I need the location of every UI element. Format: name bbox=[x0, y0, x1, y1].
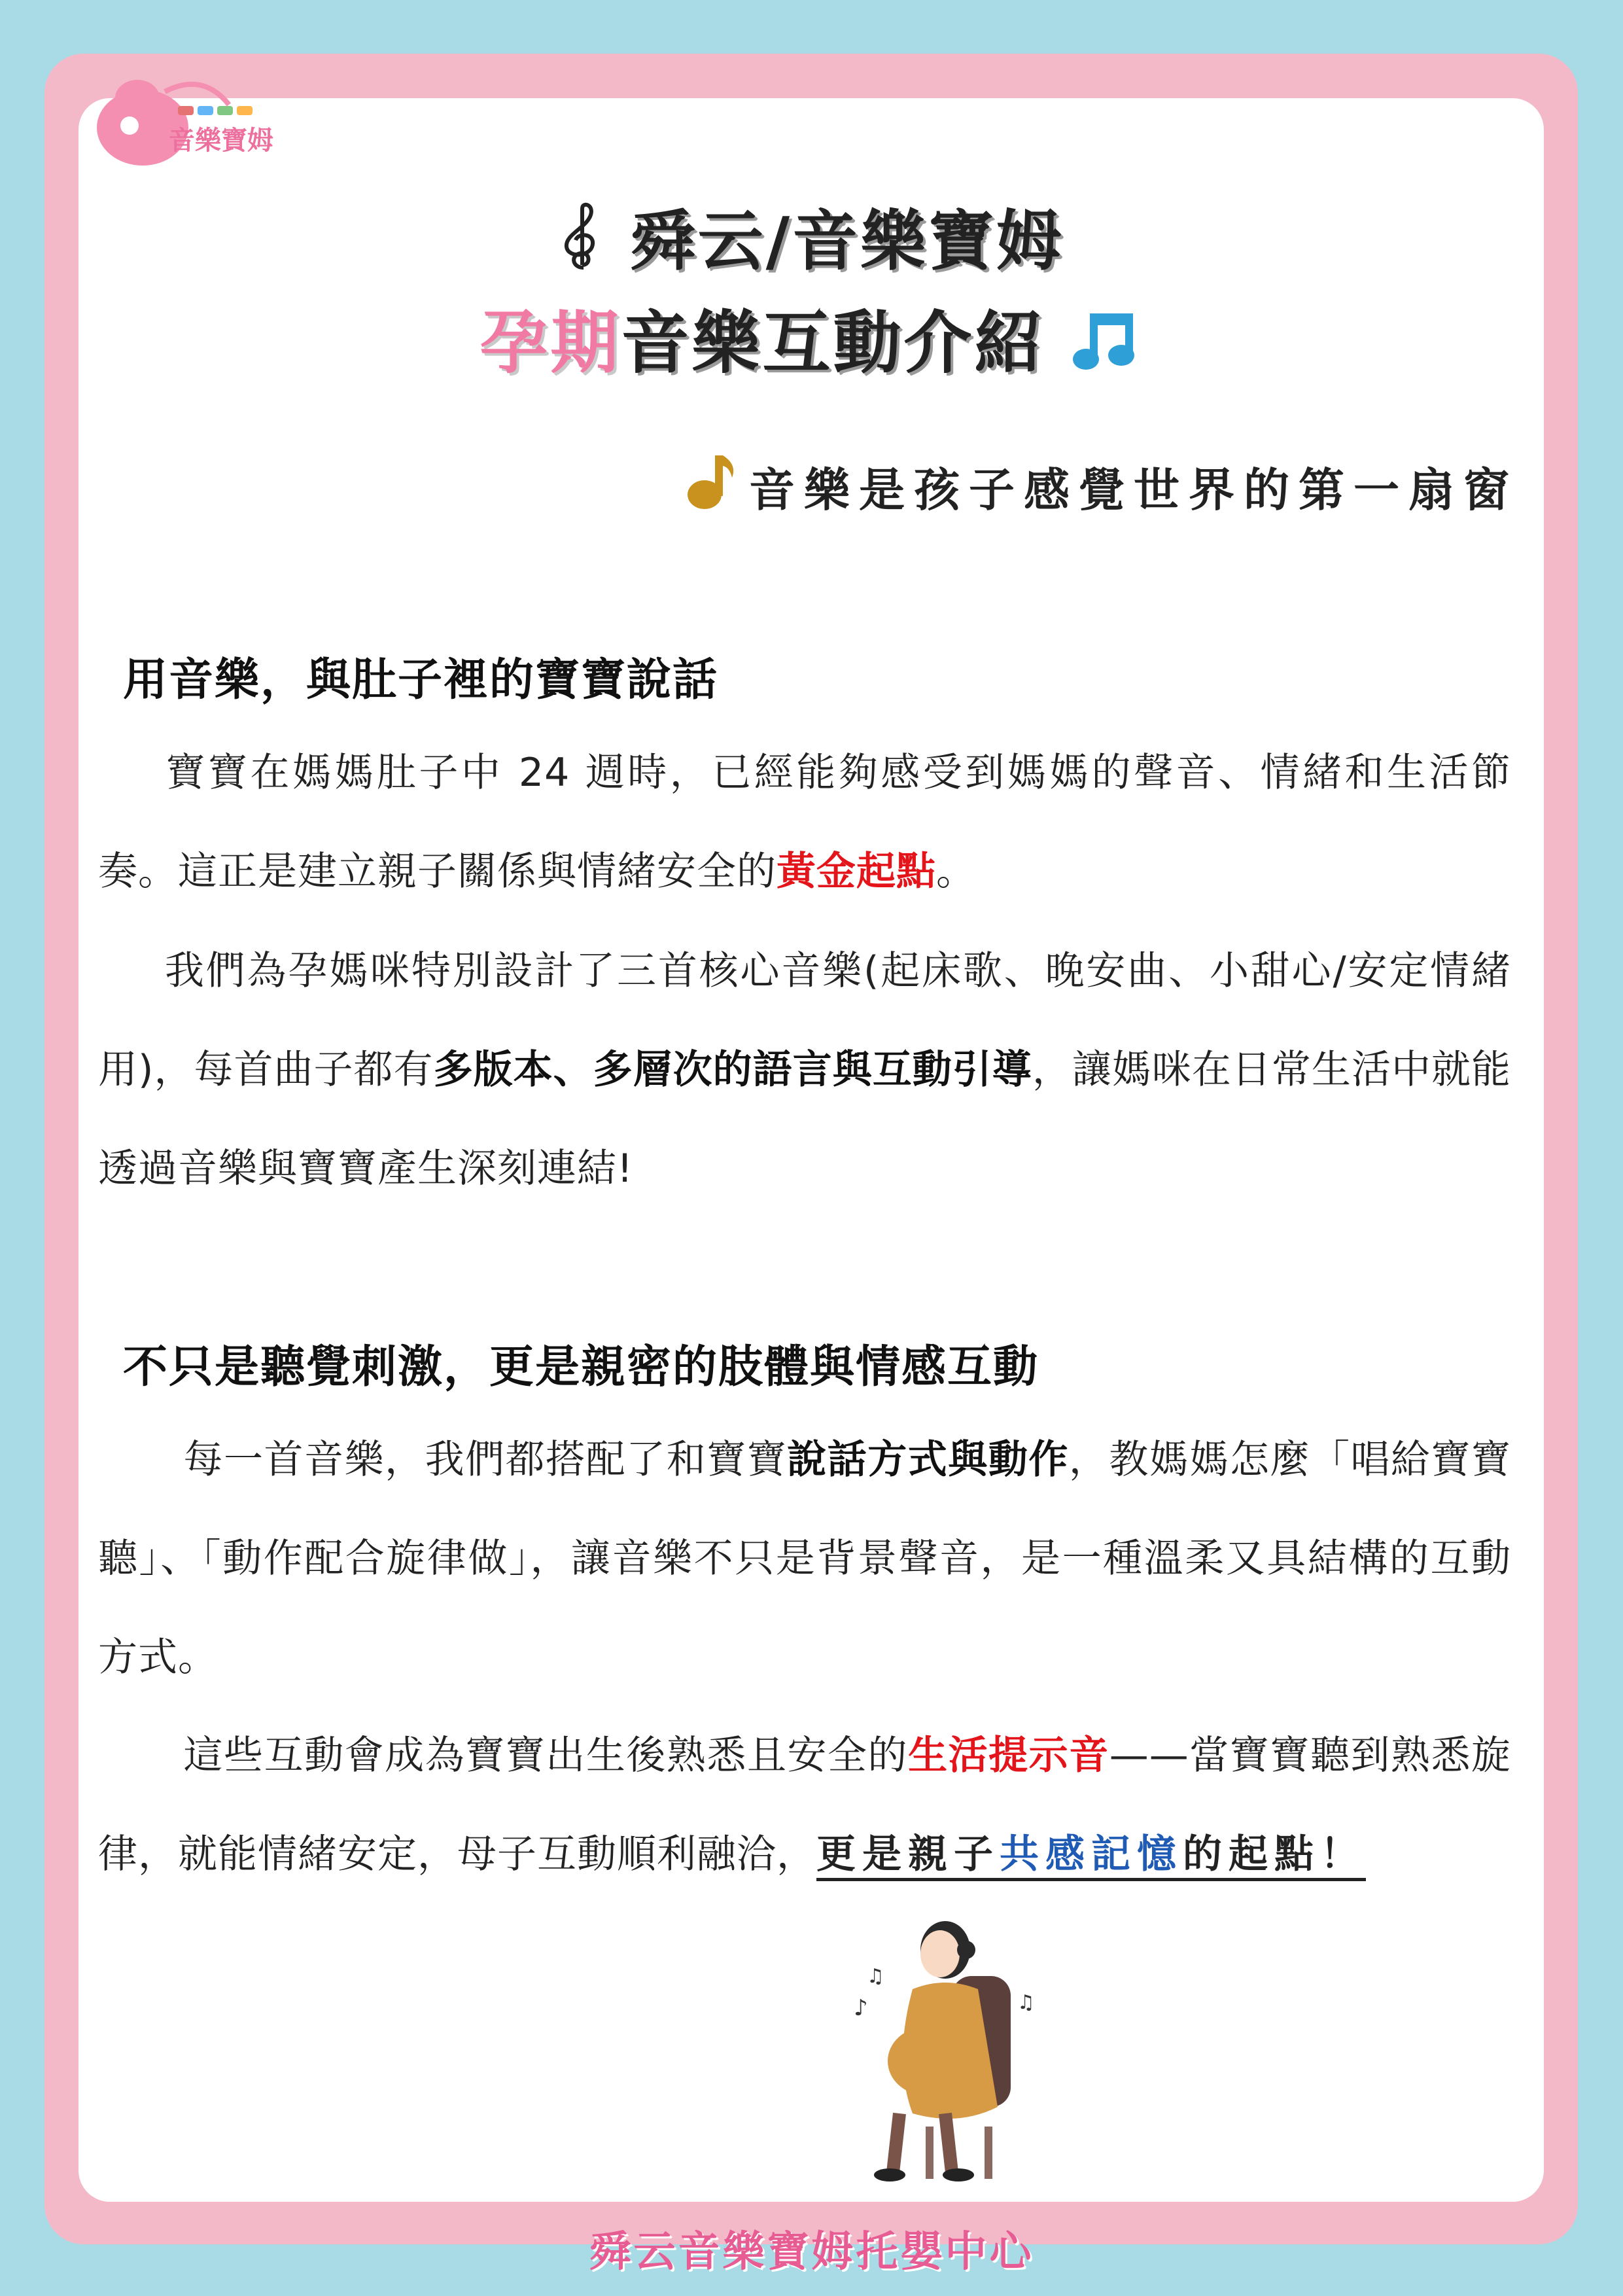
footer-center-name: 舜云音樂寶姆托嬰中心 bbox=[589, 2228, 1034, 2276]
closing-emphasis: 更是親子共感記憶的起點！ bbox=[816, 1831, 1366, 1877]
title-pink-word: 孕期 bbox=[480, 303, 621, 383]
page-subtitle-title bbox=[0, 288, 1623, 389]
logo bbox=[92, 65, 294, 177]
highlight-golden-start: 黃金起點 bbox=[777, 849, 936, 894]
section1-paragraph1: 寶寶在媽媽肚子中 24 週時，已經能夠感受到媽媽的聲音、情緒和生活節奏。這正是建立親子關係與情緒安全的黃金起點。 bbox=[98, 750, 1511, 894]
section1-heading: 用音樂，與肚子裡的寶寶說話 bbox=[123, 654, 719, 706]
svg-text:♪: ♪ bbox=[854, 1995, 868, 2021]
section2-paragraph1: 每一首音樂，我們都搭配了和寶寶說話方式與動作，教媽媽怎麼「唱給寶寶聽」、「動作配合旋律做」，讓音樂不只是背景聲音，是一種溫柔又具結構的互動方式。 bbox=[98, 1437, 1512, 1680]
svg-text:音樂寶姆: 音樂寶姆 bbox=[169, 126, 273, 156]
svg-text:♫: ♫ bbox=[1017, 1991, 1035, 2014]
page-title bbox=[0, 188, 1623, 290]
section1-paragraph2: 我們為孕媽咪特別設計了三首核心音樂(起床歌、晚安曲、小甜心/安定情緒用)，每首曲子都有多版本、多層次的語言與互動引導，讓媽咪在日常生活中就能透過音樂與寶寶產生深刻連結! bbox=[98, 948, 1511, 1192]
pregnant-woman-illustration bbox=[854, 1911, 1037, 2185]
title-line1: 舜云/音樂寶姆 bbox=[629, 203, 1065, 279]
highlight-life-cue: 生活提示音 bbox=[908, 1733, 1109, 1778]
section2-paragraph2: 這些互動會成為寶寶出生後熟悉且安全的生活提示音——當寶寶聽到熟悉旋律，就能情緒安定，母子互動順利融洽，更是親子共感記憶的起點！ bbox=[98, 1733, 1511, 1877]
treble-clef-icon bbox=[559, 202, 604, 290]
single-note-icon bbox=[686, 451, 739, 521]
svg-text:♫: ♫ bbox=[867, 1965, 884, 1988]
logo-icon bbox=[92, 65, 294, 177]
double-note-icon bbox=[1072, 307, 1143, 389]
title-line2: 音樂互動介紹 bbox=[621, 303, 1045, 383]
highlight-multi-version: 多版本、多層次的語言與互動引導 bbox=[433, 1047, 1032, 1093]
tagline bbox=[686, 451, 1518, 521]
section2-heading: 不只是聽覺刺激，更是親密的肢體與情感互動 bbox=[123, 1341, 1039, 1393]
highlight-speech-actions: 說話方式與動作 bbox=[787, 1437, 1069, 1483]
tagline-text: 音樂是孩子感覺世界的第一扇窗 bbox=[749, 463, 1518, 517]
